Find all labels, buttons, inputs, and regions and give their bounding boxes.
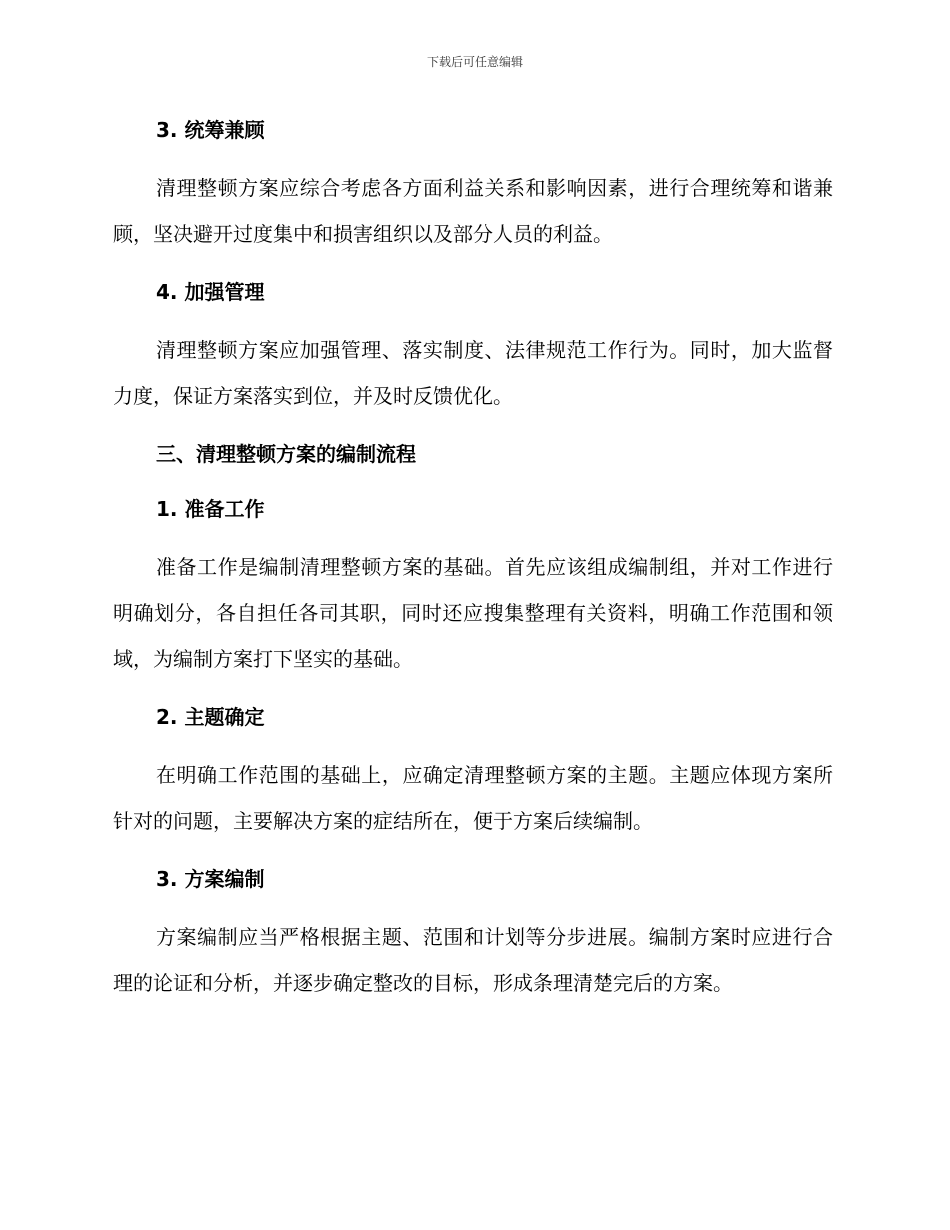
chapter-heading-process: 三、清理整顿方案的编制流程 [156,442,416,466]
paragraph-theme: 在明确工作范围的基础上，应确定清理整顿方案的主题。主题应体现方案所针对的问题，主要解决方案的症结所在，便于方案后续编制。 [113,763,833,833]
section-heading-coordination: 3. 统筹兼顾 [156,118,265,142]
document-body [113,110,833,1021]
paragraph-management: 清理整顿方案应加强管理、落实制度、法律规范工作行为。同时，加大监督力度，保证方案落实到位，并及时反馈优化。 [113,338,833,408]
section-heading-drafting: 3. 方案编制 [156,867,265,891]
paragraph-preparation: 准备工作是编制清理整顿方案的基础。首先应该组成编制组，并对工作进行明确划分，各自担任各司其职，同时还应搜集整理有关资料，明确工作范围和领域，为编制方案打下坚实的基础。 [113,555,833,671]
paragraph-drafting: 方案编制应当严格根据主题、范围和计划等分步进展。编制方案时应进行合理的论证和分析，并逐步确定整改的目标，形成条理清楚完后的方案。 [113,925,833,995]
section-heading-preparation: 1. 准备工作 [156,497,265,521]
section-heading-management: 4. 加强管理 [156,280,265,304]
section-heading-theme: 2. 主题确定 [156,705,265,729]
page-header: 下载后可任意编辑 [426,55,523,69]
paragraph-coordination: 清理整顿方案应综合考虑各方面利益关系和影响因素，进行合理统筹和谐兼顾，坚决避开过度集中和损害组织以及部分人员的利益。 [113,176,833,246]
